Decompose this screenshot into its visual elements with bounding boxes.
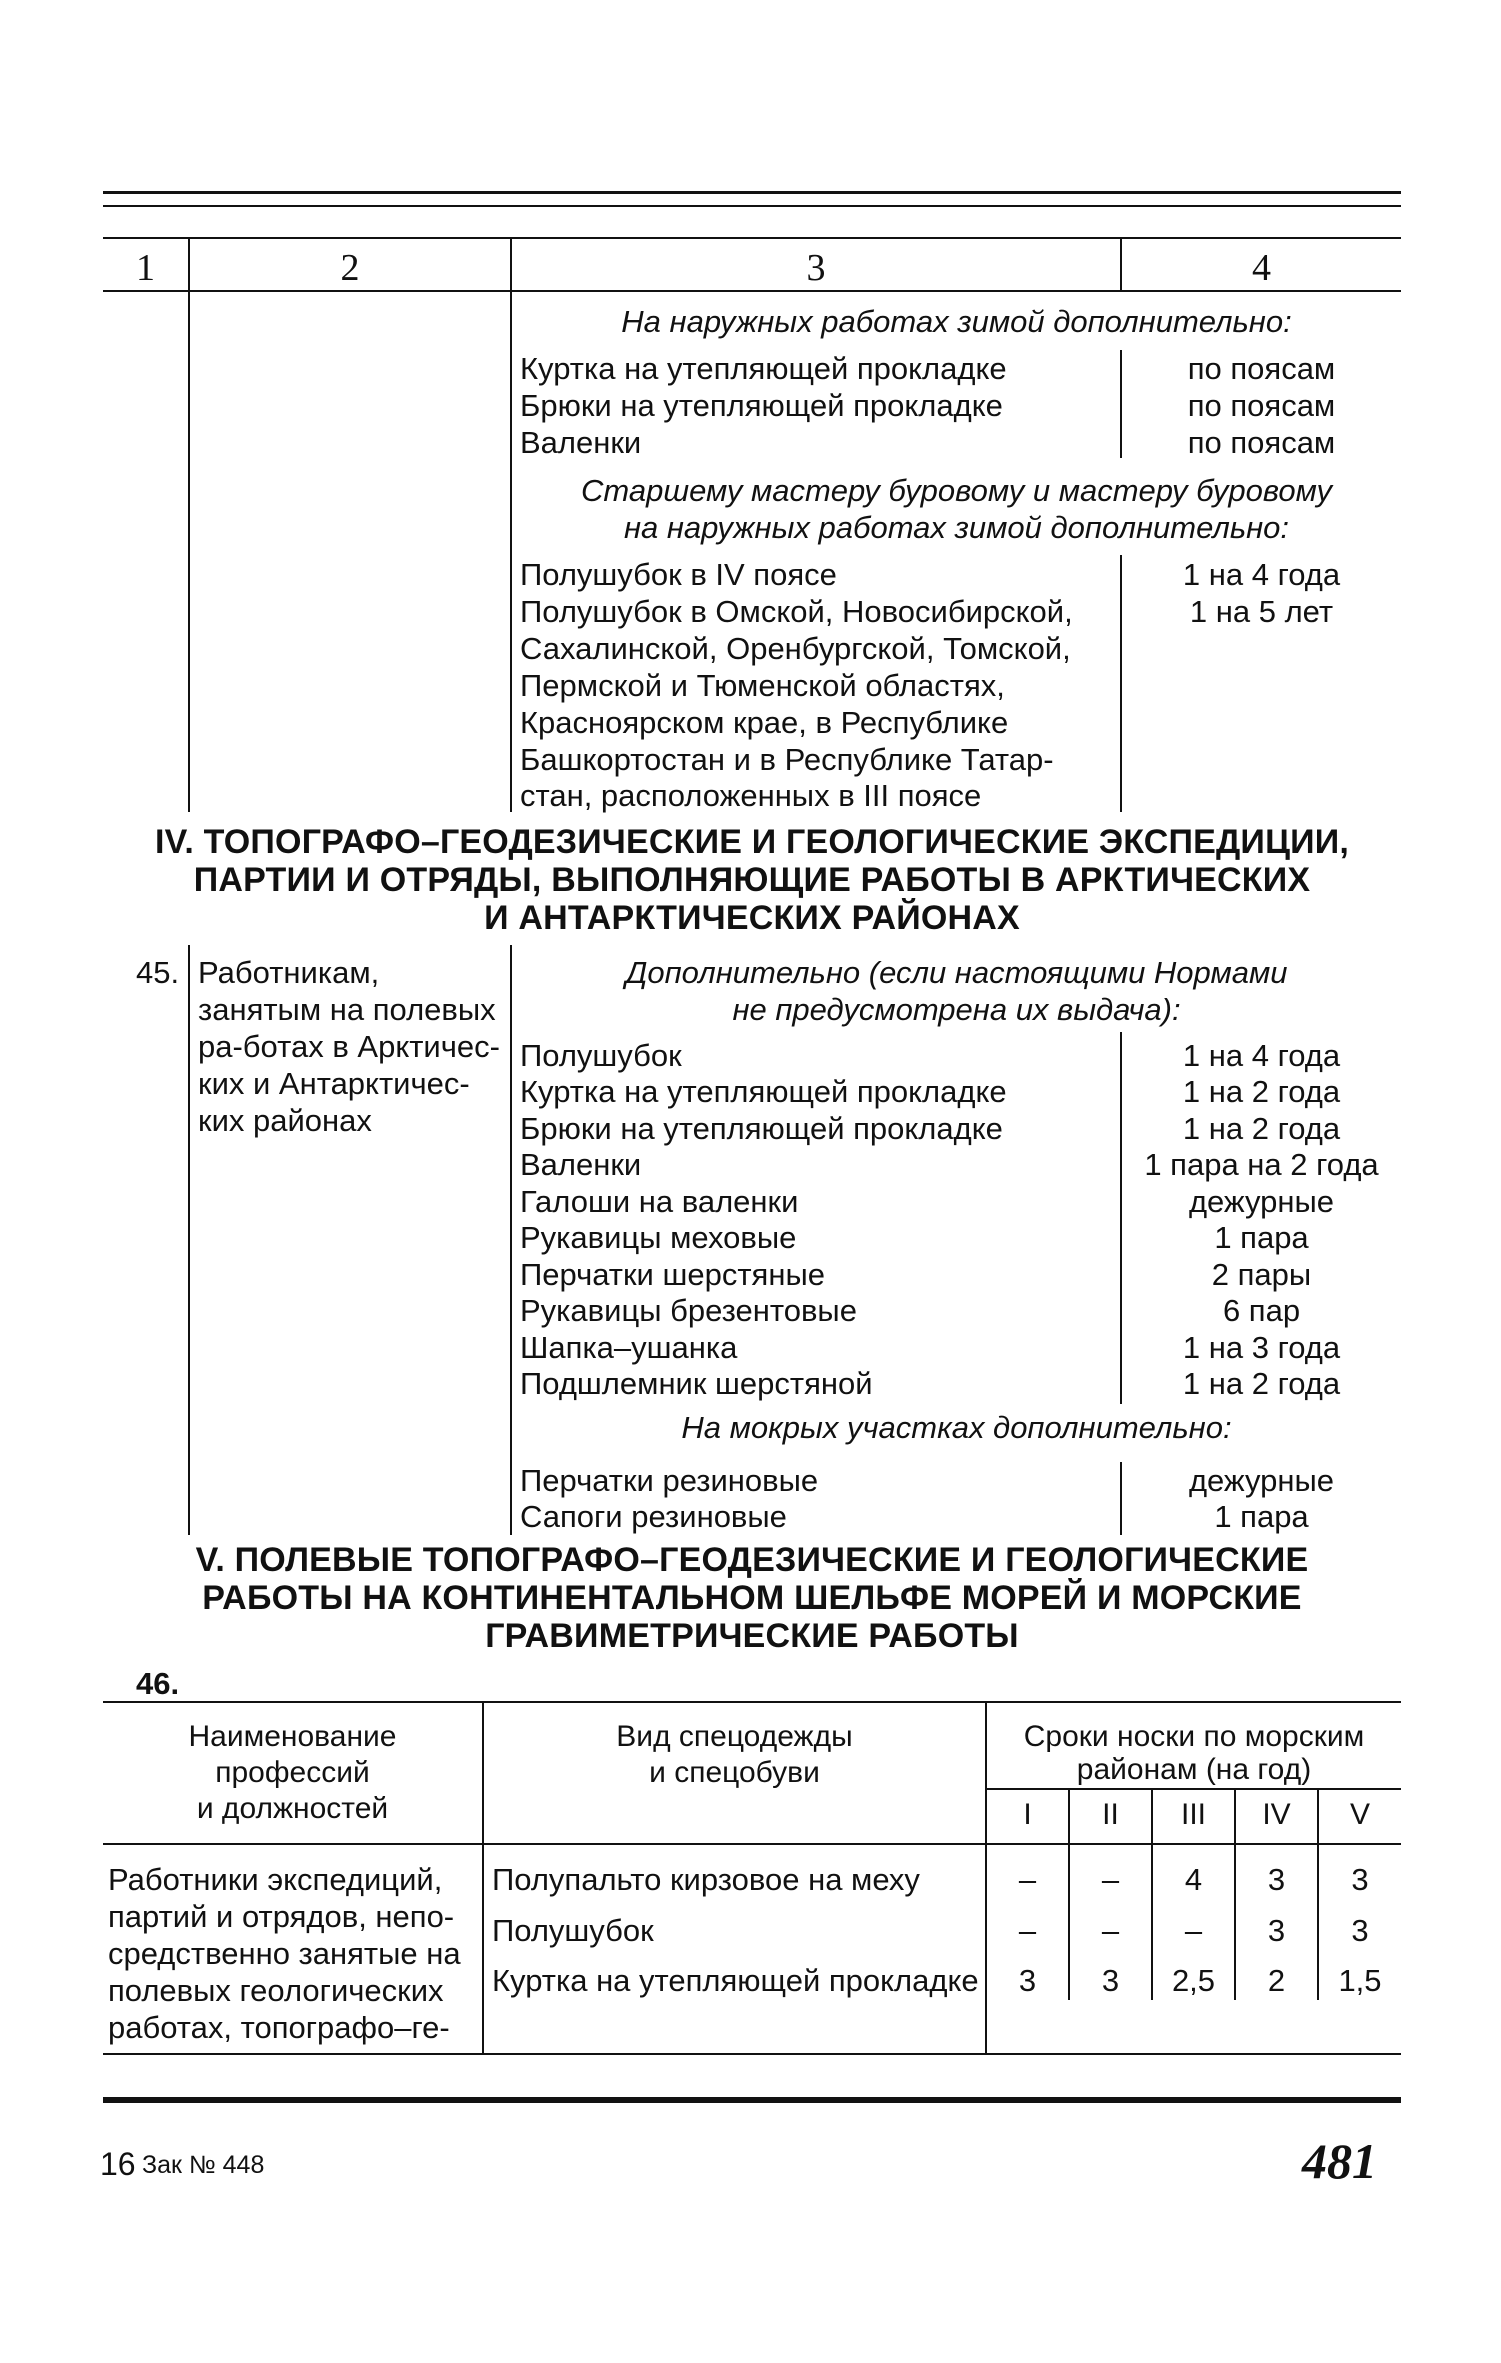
table2-divider-col2 xyxy=(510,945,512,1535)
list-item-term: 1 на 2 года xyxy=(1182,1111,1341,1146)
list-item-term: 1 пара xyxy=(1214,1220,1309,1255)
table-row-name: Полушубок xyxy=(492,1913,654,1948)
column-number-4: 4 xyxy=(1252,247,1271,289)
header-profession: профессий xyxy=(215,1756,370,1789)
list-item-term: по поясам xyxy=(1187,425,1336,460)
profession-line: Работникам, xyxy=(198,955,380,990)
table1-divider-col1 xyxy=(188,237,190,812)
header-clothing: Вид спецодежды xyxy=(616,1720,853,1753)
row-number: 45. xyxy=(136,955,180,990)
subsection-title: На наружных работах зимой дополнительно: xyxy=(621,304,1292,339)
region-label: I xyxy=(1023,1798,1032,1831)
section-heading: ГРАВИМЕТРИЧЕСКИЕ РАБОТЫ xyxy=(485,1617,1019,1655)
list-item-name: Рукавицы меховые xyxy=(520,1220,797,1255)
table1-divider-col3-header xyxy=(1120,237,1122,292)
list-item-term: 1 пара xyxy=(1214,1499,1309,1534)
table-cell: 3 xyxy=(1018,1963,1037,1998)
header-profession: Наименование xyxy=(188,1720,397,1753)
list-item-term: 1 на 3 года xyxy=(1182,1330,1341,1365)
list-item-name: Брюки на утепляющей прокладке xyxy=(520,388,1003,423)
list-item-name: Галоши на валенки xyxy=(520,1184,799,1219)
table-cell: 1,5 xyxy=(1338,1963,1382,1998)
table-cell: – xyxy=(1101,1862,1120,1897)
list-item-term: по поясам xyxy=(1187,388,1336,423)
list-item-name: Сапоги резиновые xyxy=(520,1499,787,1534)
table3-header-bottom-rule xyxy=(103,1843,1401,1845)
list-item-name-line: Пермской и Тюменской областях, xyxy=(520,668,1005,703)
list-item-term: 1 на 2 года xyxy=(1182,1074,1341,1109)
profession-line: работах, топографо–ге- xyxy=(108,2010,450,2045)
table-header-top-rule xyxy=(103,237,1401,239)
list-item-term: по поясам xyxy=(1187,351,1336,386)
subsection-title: не предусмотрена их выдача): xyxy=(732,992,1181,1027)
list-item-term: 1 пара на 2 года xyxy=(1144,1147,1379,1182)
table3-region-rule xyxy=(985,1788,1401,1790)
region-label: V xyxy=(1349,1798,1370,1831)
profession-line: средственно занятые на xyxy=(108,1936,461,1971)
signature-text: Зак № 448 xyxy=(142,2151,265,2179)
column-number-3: 3 xyxy=(806,247,826,289)
list-item-name: Валенки xyxy=(520,425,642,460)
list-item-name-line: Красноярском крае, в Республике xyxy=(520,705,1009,740)
table-cell: – xyxy=(1018,1862,1037,1897)
table-row-name: Куртка на утепляющей прокладке xyxy=(492,1963,979,1998)
list-item-name: Перчатки резиновые xyxy=(520,1463,819,1498)
top-rule xyxy=(103,191,1401,194)
list-item-name: Подшлемник шерстяной xyxy=(520,1366,873,1401)
list-item-name: Куртка на утепляющей прокладке xyxy=(520,351,1007,386)
top-rule-thin xyxy=(103,205,1401,207)
header-profession: и должностей xyxy=(196,1792,389,1825)
table-cell: – xyxy=(1184,1913,1203,1948)
list-item-term: 1 на 4 года xyxy=(1182,1038,1341,1073)
column-number-1: 1 xyxy=(136,247,155,289)
table-cell: 2 xyxy=(1267,1963,1286,1998)
page-number: 481 xyxy=(1302,2133,1377,2189)
subsection-title: На мокрых участках дополнительно: xyxy=(681,1410,1232,1445)
subsection-title: Дополнительно (если настоящими Нормами xyxy=(625,955,1288,990)
list-item-term: 2 пары xyxy=(1211,1257,1312,1292)
signature-number: 16 xyxy=(100,2146,136,2182)
table-cell: – xyxy=(1101,1913,1120,1948)
profession-line: Работники экспедиций, xyxy=(108,1862,443,1897)
list-item-name: Полушубок в IV поясе xyxy=(520,557,837,592)
region-label: III xyxy=(1180,1798,1206,1831)
section-heading: V. ПОЛЕВЫЕ ТОПОГРАФО–ГЕОДЕЗИЧЕСКИЕ И ГЕОЛОГИЧЕСКИЕ xyxy=(195,1541,1309,1579)
list-item-name: Брюки на утепляющей прокладке xyxy=(520,1111,1003,1146)
list-item-name: Перчатки шерстяные xyxy=(520,1257,825,1292)
list-item-term: дежурные xyxy=(1188,1463,1335,1498)
header-clothing: и спецобуви xyxy=(649,1756,820,1789)
table-row-name: Полупальто кирзовое на меху xyxy=(492,1862,920,1897)
profession-line: ра-ботах в Арктичес- xyxy=(198,1029,500,1064)
list-item-term: 1 на 2 года xyxy=(1182,1366,1341,1401)
subsection-title: Старшему мастеру буровому и мастеру буровому xyxy=(581,473,1332,508)
header-terms: районам (на год) xyxy=(1076,1753,1312,1786)
list-item-term: 1 на 5 лет xyxy=(1189,594,1334,629)
profession-line: ких районах xyxy=(198,1103,372,1138)
section-heading: IV. ТОПОГРАФО–ГЕОДЕЗИЧЕСКИЕ И ГЕОЛОГИЧЕСКИЕ ЭКСПЕДИЦИИ, xyxy=(154,823,1350,861)
profession-line: ких и Антарктичес- xyxy=(198,1066,470,1101)
table-cell: 3 xyxy=(1351,1913,1369,1948)
list-item-term: 6 пар xyxy=(1222,1293,1301,1328)
table-number: 46. xyxy=(136,1666,180,1701)
list-item-name: Шапка–ушанка xyxy=(520,1330,738,1365)
table-cell: 3 xyxy=(1351,1862,1369,1897)
table-cell: 3 xyxy=(1267,1913,1286,1948)
list-item-name: Полушубок xyxy=(520,1038,682,1073)
profession-line: партий и отрядов, непо- xyxy=(108,1899,455,1934)
list-item-name: Валенки xyxy=(520,1147,642,1182)
list-item-term: дежурные xyxy=(1188,1184,1335,1219)
profession-line: полевых геологических xyxy=(108,1973,444,2008)
table-cell: 2,5 xyxy=(1171,1963,1216,1998)
subsection-title: на наружных работах зимой дополнительно: xyxy=(623,510,1290,545)
column-number-2: 2 xyxy=(340,247,360,289)
list-item-name-line: Сахалинской, Оренбургской, Томской, xyxy=(520,631,1071,666)
list-item-name: Рукавицы брезентовые xyxy=(520,1293,857,1328)
table-cell: 4 xyxy=(1184,1862,1203,1897)
section-heading: ПАРТИИ И ОТРЯДЫ, ВЫПОЛНЯЮЩИЕ РАБОТЫ В АРКТИЧЕСКИХ xyxy=(193,861,1311,899)
list-item-name-line: стан, расположенных в III поясе xyxy=(520,778,982,813)
region-label: II xyxy=(1102,1798,1119,1831)
list-item-term: 1 на 4 года xyxy=(1182,557,1341,592)
list-item-name: Куртка на утепляющей прокладке xyxy=(520,1074,1007,1109)
table-header-bottom-rule xyxy=(103,290,1401,292)
table-cell: – xyxy=(1018,1913,1037,1948)
table3-bottom-rule xyxy=(103,2053,1401,2055)
profession-line: занятым на полевых xyxy=(198,992,496,1027)
table-cell: 3 xyxy=(1267,1862,1286,1897)
section-heading: РАБОТЫ НА КОНТИНЕНТАЛЬНОМ ШЕЛЬФЕ МОРЕЙ И МОРСКИЕ xyxy=(202,1579,1302,1617)
footer-rule xyxy=(103,2097,1401,2103)
table2-divider-col1 xyxy=(188,945,190,1535)
table-cell: 3 xyxy=(1101,1963,1120,1998)
table3-top-rule xyxy=(103,1701,1401,1703)
header-terms: Сроки носки по морским xyxy=(1023,1720,1365,1753)
list-item-name-line: Полушубок в Омской, Новосибирской, xyxy=(520,594,1073,629)
region-label: IV xyxy=(1262,1798,1291,1831)
section-heading: И АНТАРКТИЧЕСКИХ РАЙОНАХ xyxy=(484,899,1020,937)
list-item-name-line: Башкортостан и в Республике Татар- xyxy=(520,742,1054,777)
